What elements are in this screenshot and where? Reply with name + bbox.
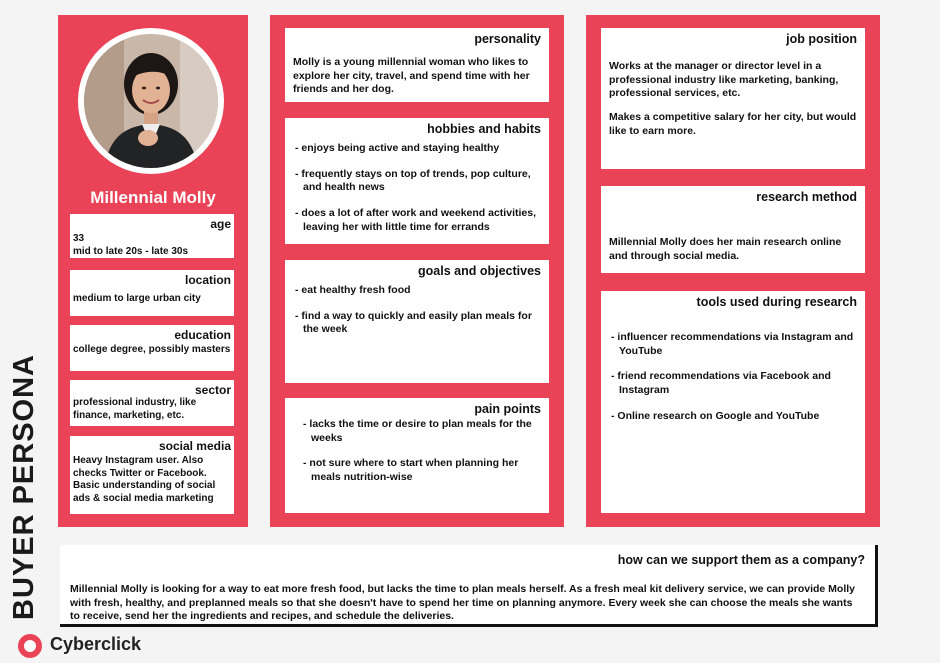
hobbies-list: [293, 142, 541, 234]
social-media-value: Heavy Instagram user. Also checks Twitter or Facebook. Basic understanding of social ads & social media marketing: [73, 455, 216, 504]
education-value: college degree, possibly masters: [73, 344, 231, 355]
job-position-text-2: Makes a competitive salary for her city, but would like to earn more.: [609, 110, 857, 137]
support-label: how can we support them as a company?: [617, 553, 865, 567]
sector-label: sector: [194, 383, 231, 397]
sector-card: [70, 380, 234, 426]
goals-label: goals and objectives: [418, 264, 541, 278]
cyberclick-logo-icon: [18, 634, 42, 658]
pain-points-card: [285, 398, 549, 513]
age-card: [70, 214, 234, 258]
personality-card: [285, 28, 549, 102]
job-position-label: job position: [786, 32, 857, 46]
hobbies-label: hobbies and habits: [427, 122, 541, 136]
sector-value: professional industry, like finance, marketing, etc.: [73, 397, 197, 421]
research-method-text: Millennial Molly does her main research online and through social media.: [609, 236, 842, 262]
list-item: - not sure where to start when planning her meals nutrition-wise: [301, 457, 541, 484]
persona-name: Millennial Molly: [90, 188, 216, 207]
pain-points-list: [293, 418, 541, 485]
location-value: medium to large urban city: [73, 293, 201, 304]
social-media-card: [70, 436, 234, 514]
research-method-label: research method: [756, 190, 857, 204]
list-item: - eat healthy fresh food: [293, 284, 541, 298]
list-item: - lacks the time or desire to plan meals for the weeks: [301, 418, 541, 445]
hobbies-card: [285, 118, 549, 244]
list-item: - friend recommendations via Facebook and Instagram: [609, 370, 857, 397]
age-label: age: [210, 217, 231, 231]
age-value: 33: [73, 233, 85, 244]
goals-list: [293, 284, 541, 337]
goals-card: [285, 260, 549, 383]
job-position-text-1: Works at the manager or director level in a professional industry like marketing, banking, professional services, etc.: [609, 60, 839, 100]
brand-name: Cyberclick: [50, 634, 142, 654]
social-media-label: social media: [158, 439, 231, 453]
tools-list: [609, 331, 857, 423]
location-card: [70, 270, 234, 316]
age-range: mid to late 20s - late 30s: [73, 245, 189, 257]
pain-points-label: pain points: [474, 402, 541, 416]
education-label: education: [174, 328, 231, 342]
tools-label: tools used during research: [696, 295, 857, 309]
page-title: BUYER PERSONA: [8, 354, 40, 620]
list-item: - find a way to quickly and easily plan meals for the week: [293, 310, 541, 337]
location-label: location: [184, 273, 231, 287]
job-position-card: [601, 28, 865, 169]
support-card: [60, 545, 878, 627]
list-item: - frequently stays on top of trends, pop culture, and health news: [293, 168, 541, 195]
list-item: - does a lot of after work and weekend activities, leaving her with little time for errands: [293, 207, 541, 234]
support-text: Millennial Molly is looking for a way to eat more fresh food, but lacks the time to plan meals herself. As a fresh meal kit delivery service, we can provide Molly with fresh, healthy, and preplanned meals so that she doesn't have to spend her time on planning anymore. Every week she can choose the meals she wants to receive, send her the ingredients and recipes, and schedule the deliveries.: [70, 583, 856, 623]
list-item: - influencer recommendations via Instagram and YouTube: [609, 331, 857, 358]
avatar: [84, 34, 218, 168]
research-method-card: [601, 186, 865, 273]
personality-text: Molly is a young millennial woman who likes to explore her city, travel, and spend time with her friends and her dog.: [293, 56, 530, 96]
list-item: - enjoys being active and staying healthy: [293, 142, 541, 156]
tools-card: [601, 291, 865, 513]
avatar-illustration: [84, 34, 218, 168]
personality-label: personality: [474, 32, 541, 46]
education-card: [70, 325, 234, 371]
list-item: - Online research on Google and YouTube: [609, 410, 857, 424]
